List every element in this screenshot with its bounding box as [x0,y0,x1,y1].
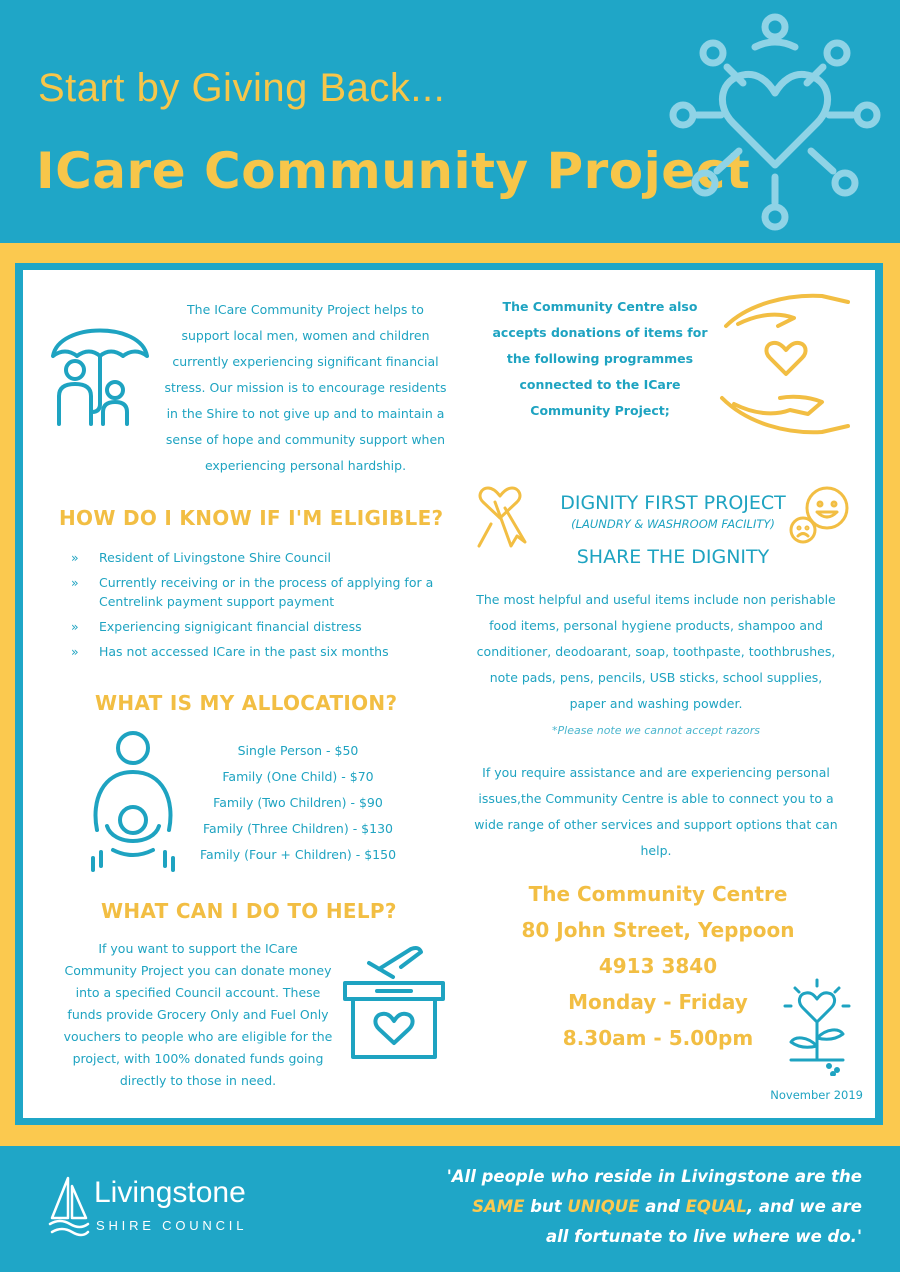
page-title: ICare Community Project [36,142,751,200]
assistance-text: If you require assistance and are experiencing personal issues,the Community Centre is able to connect you to a wide range of other services and support options that can help. [474,765,838,858]
quote-line-2 [442,1192,862,1222]
eligibility-heading: HOW DO I KNOW IF I'M ELIGIBLE? [59,506,444,530]
content-panel [23,270,875,1118]
donations-text: The Community Centre also accepts donations of items for the following programmes connected to the ICare Community Project; [492,299,708,418]
header [0,0,900,243]
contact-address: 80 John Street, Yeppoon [521,918,795,942]
donation-box-icon [339,943,449,1063]
allocation-heading: WHAT IS MY ALLOCATION? [95,691,398,715]
allocation-list [183,738,413,868]
quote-and: and [639,1197,686,1216]
emoji-faces-icon [787,484,853,550]
contact-phone[interactable]: 4913 3840 [598,954,718,978]
list-item: » Has not accessed ICare in the past six months [59,642,439,661]
footer [0,1146,900,1272]
content-frame [0,243,900,1146]
community-heart-icon [655,5,895,240]
hands-heart-icon [718,288,853,440]
contact-name: The Community Centre [528,882,788,906]
list-item: » Resident of Livingstone Shire Council [59,548,439,567]
contact-hours: 8.30am - 5.00pm [562,1026,754,1050]
list-item: » Currently receiving or in the process of applying for a Centrelink payment support payment [59,573,439,611]
parent-child-icon [83,730,183,875]
logo-name: Livingstone [94,1176,246,1209]
quote-but: but [524,1197,568,1216]
heart-flower-icon [777,976,857,1076]
dignity-items-text: The most helpful and useful items include non perishable food items, personal hygiene products, shampoo and conditioner, deodoarant, soap, toothpaste, toothbrushes, note pads, pens, pencils, USB sticks, school supplies, paper and washing powder. [476,592,836,711]
quote-line-1: 'All people who reside in Livingstone are the [446,1167,862,1186]
dignity-title: DIGNITY FIRST PROJECT [560,492,786,514]
umbrella-family-icon [45,308,155,428]
list-item: Family (One Child) - $70 [222,769,374,784]
content-border [15,263,883,1125]
dignity-subtitle: (LAUNDRY & WASHROOM FACILITY) [571,517,775,531]
list-item: » Experiencing signigicant financial distress [59,617,439,636]
intro-text: The ICare Community Project helps to support local men, women and children currently experiencing significant financial stress. Our mission is to encourage residents in the Shire to not give up and to maintain a sense of hope and community support when experiencing personal hardship. [164,302,447,473]
help-heading: WHAT CAN I DO TO HELP? [101,899,397,923]
list-item: Family (Two Children) - $90 [213,795,383,810]
sailboat-logo-icon [48,1174,90,1238]
share-dignity-heading: SHARE THE DIGNITY [576,546,770,568]
council-logo [48,1174,268,1244]
eligibility-list [59,548,439,667]
razors-note: *Please note we cannot accept razors [552,724,760,737]
quote-equal: EQUAL [685,1197,747,1216]
date-stamp: November 2019 [770,1088,863,1102]
quote-tail: , and we are [746,1197,862,1216]
list-item: Family (Four + Children) - $150 [199,847,397,862]
footer-quote [442,1162,862,1252]
quote-line-3: all fortunate to live where we do.' [545,1227,862,1246]
contact-details [493,876,823,1056]
list-item: Single Person - $50 [237,743,359,758]
help-text: If you want to support the ICare Community Project you can donate money into a specified Council account. These funds provide Grocery Only and Fuel Only vouchers to people who are eligible for the project, with 100% donated funds going directly to those in need. [63,941,333,1088]
ribbon-heart-icon [471,486,529,552]
quote-same: SAME [472,1197,525,1216]
quote-unique: UNIQUE [567,1197,640,1216]
logo-subtitle: SHIRE COUNCIL [96,1218,248,1233]
list-item: Family (Three Children) - $130 [202,821,393,836]
header-subtitle: Start by Giving Back... [38,66,446,110]
contact-days: Monday - Friday [568,990,748,1014]
